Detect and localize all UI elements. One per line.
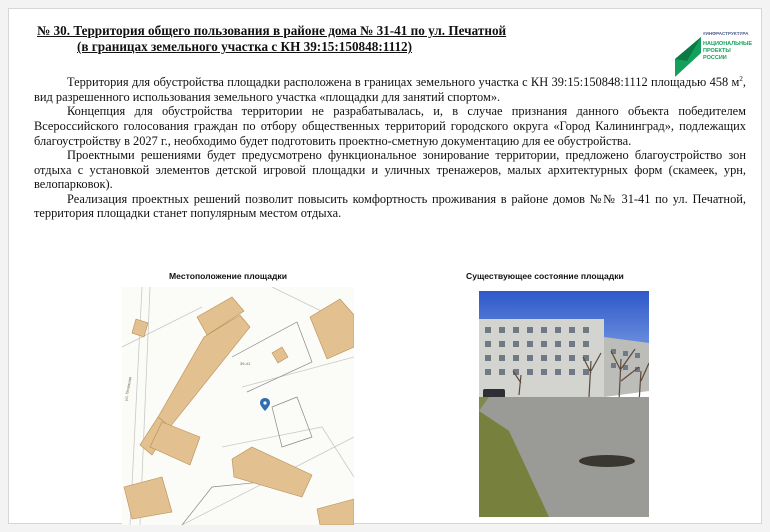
paragraph-concept: Концепция для обустройства территории не разрабатывалась, и, в случае признания данного объекта победителем Всероссийского голосования граждан по отбору общественных территорий городского округа «Город Калининград», подлежащих благоустройству в 2027 г., необходимо будет подготовить проектно-сметную документацию для ее обустройства.: [34, 104, 746, 148]
map-street-label: ул. Печатная: [123, 376, 133, 402]
title-line-1: № 30. Территория общего пользования в районе дома № 31-41 по ул. Печатной: [37, 23, 507, 38]
page-title: [37, 23, 597, 55]
photo-caption: Существующее состояние площадки: [466, 271, 624, 281]
area-unit-superscript: 2: [739, 75, 743, 83]
location-map: [122, 287, 354, 525]
photo-drawing: [479, 291, 649, 517]
paragraph-1-part-2: , вид разрешенного использования земельного участка «площадки для занятий спортом».: [34, 75, 746, 104]
logo-text-3: РОССИИ: [703, 55, 727, 61]
map-drawing: [122, 287, 354, 525]
map-house-number: 39-41: [240, 361, 251, 366]
title-line-2: (в границах земельного участка с КН 39:15:150848:1112): [77, 39, 413, 54]
site-photo: [479, 291, 649, 517]
description-text: [34, 72, 746, 221]
logo-text-1: НАЦИОНАЛЬНЫЕ: [703, 41, 753, 47]
logo-hashtag: #ИНФРАСТРУКТУРА: [703, 31, 749, 36]
logo-text-2: ПРОЕКТЫ: [703, 48, 731, 54]
paragraph-location: [34, 72, 746, 104]
paragraph-result: Реализация проектных решений позволит повысить комфортность проживания в районе домов №№ 31-41 по ул. Печатной, территория площадки станет популярным местом отдыха.: [34, 191, 746, 221]
paragraph-1-part-1: Территория для обустройства площадки расположена в границах земельного участка с КН 39:15:150848:1112 площадью 458 м: [67, 75, 740, 90]
slide: [8, 8, 762, 524]
map-caption: Местоположение площадки: [169, 271, 288, 281]
paragraph-solutions: Проектными решениями будет предусмотрено функциональное зонирование территории, предложено благоустройство зон отдыха с установкой элементов детской игровой площадки и уличных тренажеров, малых архитектурных форм (скамеек, урн, велопарковок).: [34, 148, 746, 192]
